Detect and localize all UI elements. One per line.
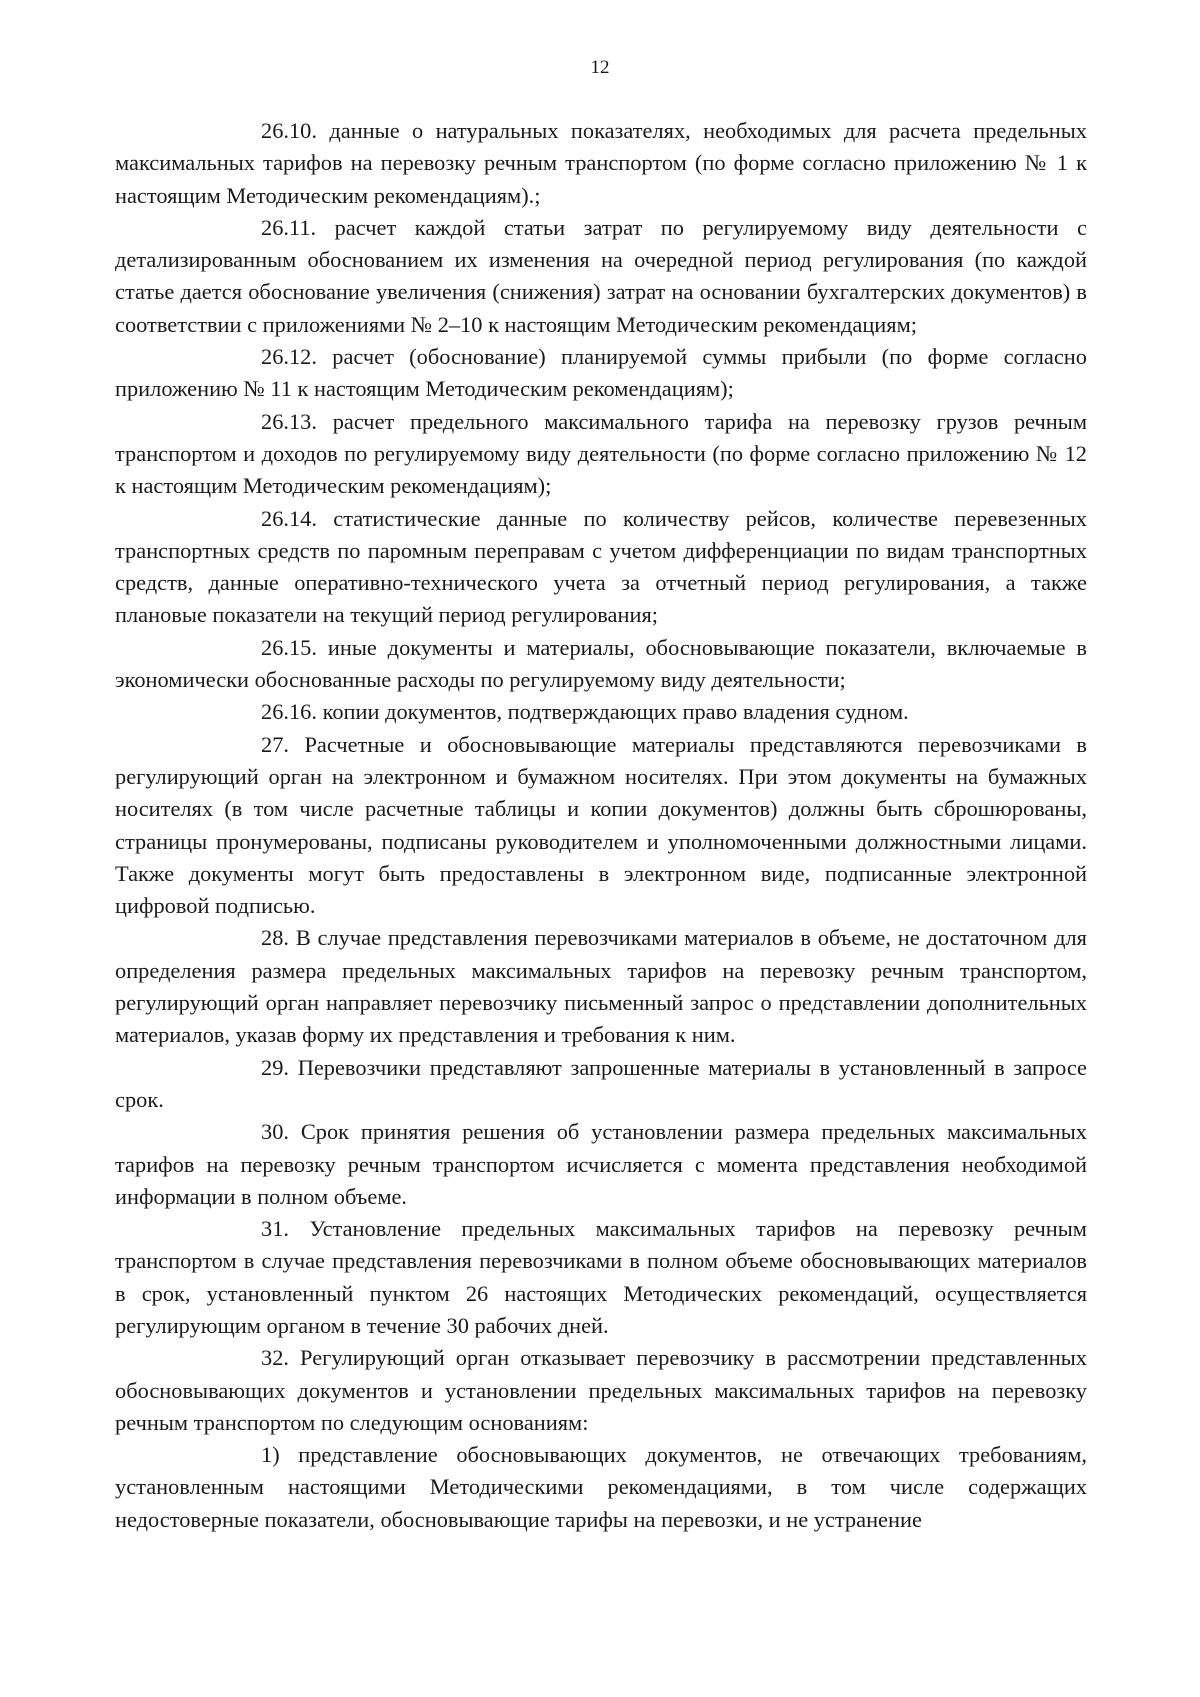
paragraph-26-13 — [115, 406, 1087, 503]
paragraph-26-14 — [115, 503, 1087, 632]
paragraph-text: расчет предельного максимального тарифа на перевозку грузов речным транспортом и доходов по регулируемому виду деятельности (по форме согласно приложению № 12 к настоящим Методическим рекомендациям); — [115, 408, 1087, 499]
paragraph-text: Установление предельных максимальных тарифов на перевозку речным транспортом в случае представления перевозчиками в полном объеме обосновывающих материалов в срок, установленный пунктом 26 настоящих Методических рекомендаций, осуществляется регулирующим органом в течение 30 рабочих дней. — [115, 1216, 1087, 1338]
document-body — [115, 115, 1087, 1536]
paragraph-number: 27. — [261, 731, 289, 757]
paragraph-text: В случае представления перевозчиками материалов в объеме, не достаточном для определения размера предельных максимальных тарифов на перевозку речным транспортом, регулирующий орган направляет перевозчику письменный запрос о представлении дополнительных материалов, указав форму их представления и требования к ним. — [115, 925, 1087, 1048]
paragraph-text: расчет (обоснование) планируемой суммы прибыли (по форме согласно приложению № 11 к настоящим Методическим рекомендациям); — [115, 344, 1087, 402]
paragraph-number: 31. — [261, 1216, 289, 1242]
paragraph-number: 26.13. — [261, 408, 317, 434]
paragraph-26-12 — [115, 341, 1087, 406]
paragraph-number: 26.14. — [261, 505, 317, 531]
paragraph-number: 26.12. — [261, 344, 317, 370]
paragraph-number: 29. — [261, 1054, 289, 1080]
paragraph-number: 26.11. — [261, 214, 317, 240]
paragraph-number: 30. — [261, 1119, 289, 1145]
paragraph-29 — [115, 1052, 1087, 1117]
paragraph-30 — [115, 1116, 1087, 1213]
paragraph-number: 26.10. — [261, 118, 317, 143]
paragraph-text: Срок принятия решения об установлении размера предельных максимальных тарифов на перевозку речным транспортом исчисляется с момента представления необходимой информации в полном объеме. — [115, 1119, 1087, 1209]
page-number: 12 — [590, 57, 610, 78]
paragraph-26-10 — [115, 115, 1087, 212]
paragraph-32 — [115, 1342, 1087, 1439]
paragraph-28 — [115, 922, 1087, 1051]
paragraph-26-16 — [115, 696, 1087, 728]
paragraph-32-1 — [115, 1439, 1087, 1536]
paragraph-text: данные о натуральных показателях, необходимых для расчета предельных максимальных тарифов на перевозку речным транспортом (по форме согласно приложению № 1 к настоящим Методическим рекомендациям).; — [115, 118, 1087, 208]
paragraph-text: копии документов, подтверждающих право владения судном. — [322, 699, 909, 725]
paragraph-text: иные документы и материалы, обосновывающие показатели, включаемые в экономически обоснованные расходы по регулируемому виду деятельности; — [115, 634, 1087, 693]
paragraph-number: 1) — [261, 1442, 280, 1468]
paragraph-number: 28. — [261, 925, 289, 951]
paragraph-number: 32. — [261, 1345, 289, 1371]
paragraph-text: статистические данные по количеству рейсов, количестве перевезенных транспортных средств по паромным переправам с учетом дифференциации по видам транспортных средств, данные оперативно-технического учета за отчетный период регулирования, а также плановые показатели на текущий период регулирования; — [115, 505, 1087, 628]
paragraph-text: расчет каждой статьи затрат по регулируемому виду деятельности с детализированным обоснованием их изменения на очередной период регулирования (по каждой статье дается обоснование увеличения (снижения) затрат на основании бухгалтерских документов) в соответствии с приложениями № 2–10 к настоящим Методическим рекомендациям; — [115, 214, 1087, 337]
paragraph-text: Регулирующий орган отказывает перевозчику в рассмотрении представленных обосновывающих документов и установлении предельных максимальных тарифов на перевозку речным транспортом по следующим основаниям: — [115, 1345, 1087, 1435]
paragraph-text: Расчетные и обосновывающие материалы представляются перевозчиками в регулирующий орган на электронном и бумажном носителях. При этом документы на бумажных носителях (в том числе расчетные таблицы и копии документов) должны быть сброшюрованы, страницы пронумерованы, подписаны руководителем и уполномоченными должностными лицами. Также документы могут быть предоставлены в электронном виде, подписанные электронной цифровой подписью. — [115, 731, 1087, 919]
paragraph-text: представление обосновывающих документов, не отвечающих требованиям, установленным настоящими Методическими рекомендациями, в том числе содержащих недостоверные показатели, обосновывающие тарифы на перевозки, и не устранение — [115, 1442, 1087, 1532]
paragraph-31 — [115, 1213, 1087, 1342]
paragraph-number: 26.15. — [261, 634, 317, 660]
paragraph-number: 26.16. — [261, 699, 317, 725]
paragraph-27 — [115, 729, 1087, 923]
paragraph-text: Перевозчики представляют запрошенные материалы в установленный в запросе срок. — [115, 1054, 1087, 1112]
paragraph-26-11 — [115, 212, 1087, 341]
paragraph-26-15 — [115, 632, 1087, 697]
